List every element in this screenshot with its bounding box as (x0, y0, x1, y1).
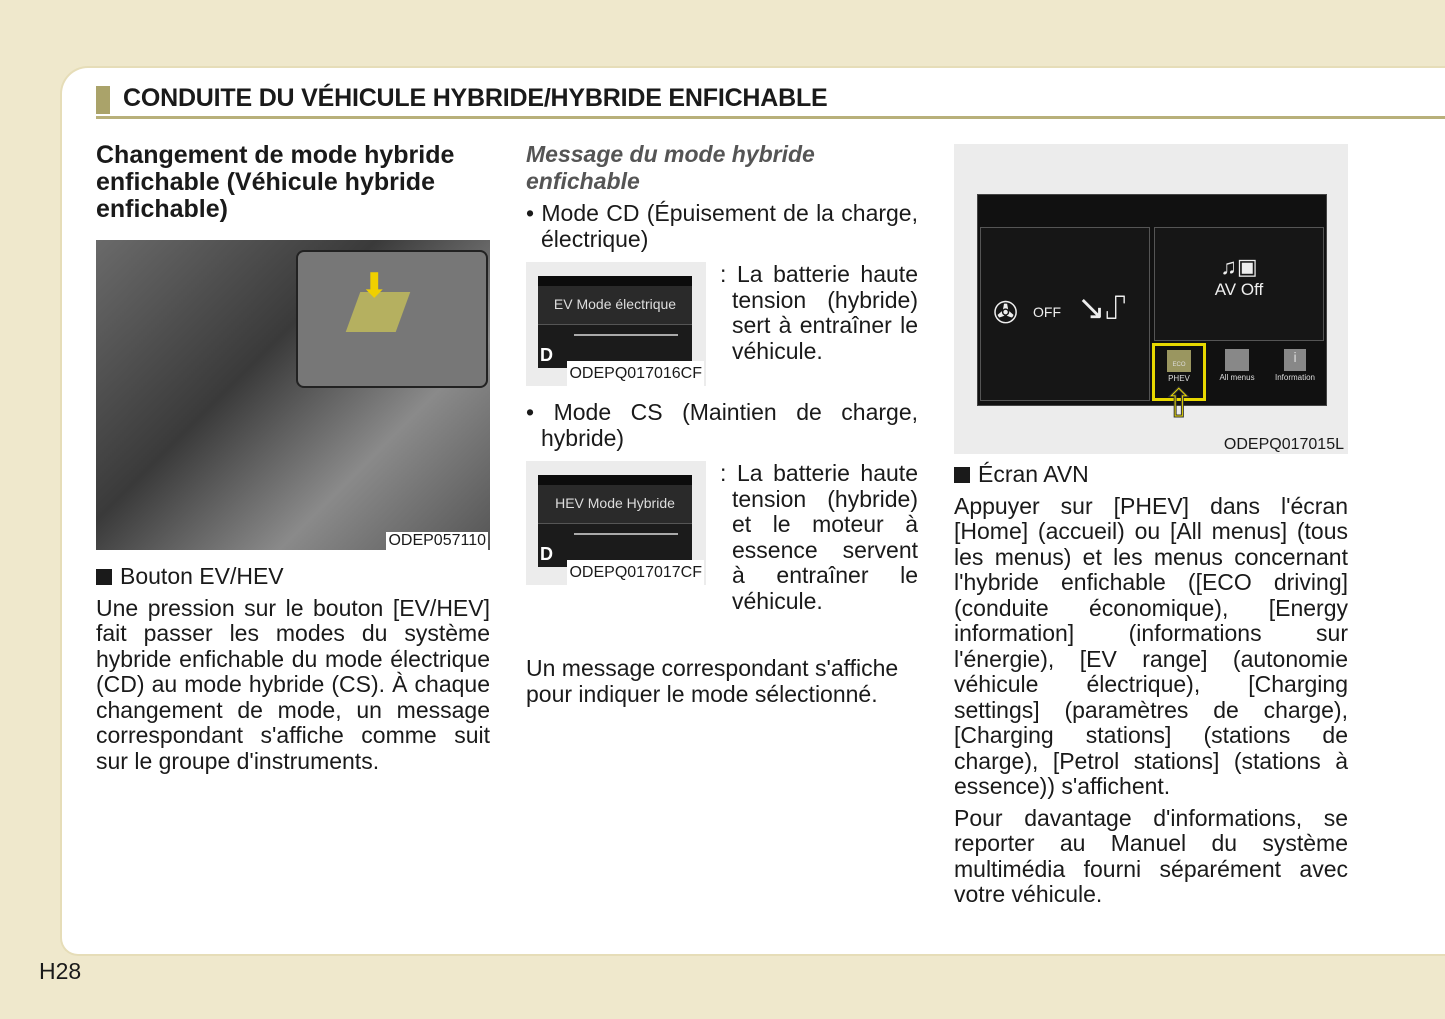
arrow-down-icon: ⬇ (360, 267, 389, 305)
inset-zoom (296, 250, 488, 388)
phev-button[interactable]: ECO PHEV (1152, 343, 1206, 401)
square-bullet-icon (96, 569, 112, 585)
right-text (954, 462, 1348, 908)
gear-indicator: D (540, 543, 553, 564)
figure-code: ODEPQ017017CF (567, 560, 704, 586)
body-text: Appuyer sur [PHEV] dans l'écran [Home] (accueil) ou [All menus] (tous les menus) et les menus concernant l'hybride enfichable ([ECO driving] (conduite économique), [Energy information] (informations sur l'énergie), [EV range] (autonomie véhicule électrique), [Charging settings] (paramètres de charge), [Charging stations] (stations de charge), [Petrol stations] (stations à essence)) s'affichent. (954, 492, 1348, 799)
description: : La batterie haute tension (hybride) et le moteur à essence servent à entraîner le véhicule. (720, 460, 918, 614)
eco-icon: ECO (1167, 350, 1191, 372)
all-menus-button[interactable]: All menus (1210, 347, 1264, 382)
subsection-title: Bouton EV/HEV (120, 563, 284, 589)
chapter-title: CONDUITE DU VÉHICULE HYBRIDE/HYBRIDE ENFICHABLE (123, 84, 828, 112)
cluster-image (526, 262, 706, 386)
figure-code: ODEPQ017016CF (567, 361, 704, 387)
subsection-title: Écran AVN (978, 461, 1089, 487)
square-bullet-icon (954, 467, 970, 483)
arrow-up-icon: ⇧ (1162, 382, 1196, 426)
figure-code: ODEPQ017015L (1223, 436, 1344, 453)
section-heading: Changement de mode hybride enfichable (Véhicule hybride enfichable) (96, 141, 455, 223)
information-button[interactable]: i Information (1274, 349, 1316, 382)
middle-column (526, 141, 918, 707)
figure-code: ODEP057110 (388, 532, 486, 549)
music-radio-icon: ♫▣ (1220, 254, 1258, 279)
fan-icon: ✇ (993, 297, 1019, 330)
av-status: AV Off (1214, 280, 1264, 299)
avn-screen-image (954, 144, 1348, 454)
body-text: Une pression sur le bouton [EV/HEV] fait passer les modes du système hybride enfichable du mode électrique (CD) au mode hybride (CS). À chaque changement de mode, un message correspondant s'affiche comme suit sur le groupe d'instruments. (96, 594, 490, 774)
page-number: H28 (39, 958, 82, 984)
info-icon: i (1284, 349, 1306, 371)
chapter-header (96, 84, 1445, 119)
section-heading: Message du mode hybride enfichable (526, 141, 815, 194)
cluster-message: HEV Mode Hybride (538, 485, 692, 524)
shifter-photo (96, 240, 490, 550)
body-text: Un message correspondant s'affiche pour indiquer le mode sélectionné. (526, 655, 899, 707)
left-column (96, 142, 490, 223)
bullet-item: • Mode CS (Maintien de charge, hybride) (526, 399, 919, 451)
description: : La batterie haute tension (hybride) sert à entraîner le véhicule. (720, 261, 918, 364)
left-text (96, 564, 490, 774)
seat-airflow-icon: ↘⑀ (1077, 289, 1126, 327)
cluster-message: EV Mode électrique (538, 286, 692, 325)
bullet-item: • Mode CD (Épuisement de la charge, électrique) (526, 200, 918, 252)
grid-icon (1225, 349, 1249, 371)
body-text: Pour davantage d'informations, se reporter au Manuel du système multimédia fourni séparément avec votre véhicule. (954, 804, 1348, 907)
fan-status: OFF (1033, 304, 1061, 320)
header-accent (96, 86, 110, 114)
cluster-image (526, 461, 706, 585)
gear-indicator: D (540, 344, 553, 365)
